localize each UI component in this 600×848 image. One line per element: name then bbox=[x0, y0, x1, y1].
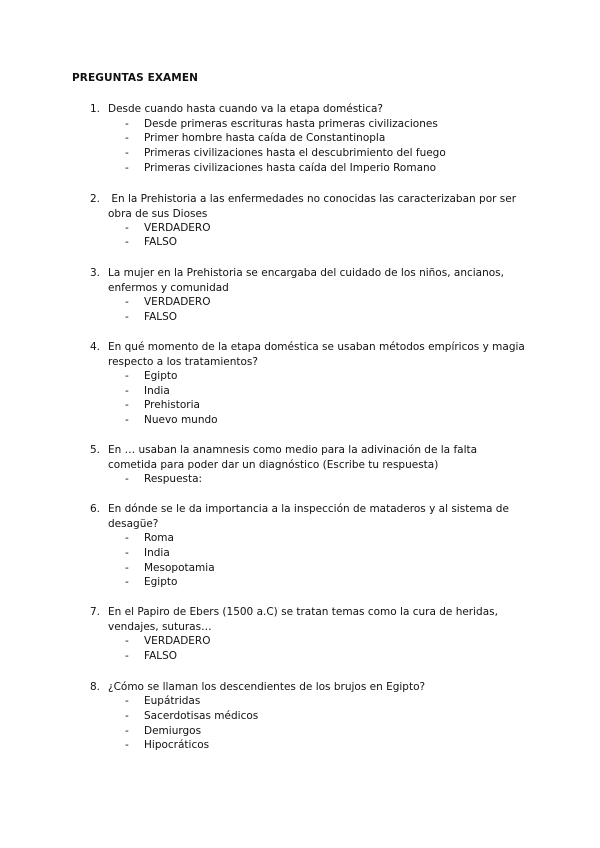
question-text: En el Papiro de Ebers (1500 a.C) se tratan temas como la cura de heridas, vendajes, suturas… bbox=[108, 606, 502, 633]
dash-bullet: - bbox=[125, 147, 129, 159]
dash-bullet: - bbox=[125, 370, 129, 382]
dash-bullet: - bbox=[125, 385, 129, 397]
question-number: 4. bbox=[90, 341, 101, 353]
option-item bbox=[125, 221, 210, 236]
question-number: 5. bbox=[90, 444, 101, 456]
dash-bullet: - bbox=[125, 132, 129, 144]
dash-bullet: - bbox=[125, 311, 129, 323]
option-label: India bbox=[144, 385, 170, 397]
option-item bbox=[125, 546, 170, 561]
option-label: Primeras civilizaciones hasta caída del Imperio Romano bbox=[144, 162, 437, 174]
option-item bbox=[125, 738, 209, 753]
question-text: En la Prehistoria a las enfermedades no conocidas las caracterizaban por ser obra de sus Dioses bbox=[108, 193, 520, 220]
dash-bullet: - bbox=[125, 576, 129, 588]
option-label: FALSO bbox=[144, 311, 178, 323]
option-item bbox=[125, 649, 177, 664]
option-item bbox=[125, 694, 200, 709]
option-item bbox=[125, 161, 436, 176]
option-item bbox=[125, 384, 170, 399]
question-number: 7. bbox=[90, 606, 101, 618]
option-item bbox=[125, 295, 210, 310]
dash-bullet: - bbox=[125, 162, 129, 174]
option-item bbox=[125, 709, 258, 724]
option-label: Roma bbox=[144, 532, 174, 544]
question-text: ¿Cómo se llaman los descendientes de los brujos en Egipto? bbox=[108, 681, 426, 693]
option-label: VERDADERO bbox=[144, 635, 211, 647]
dash-bullet: - bbox=[125, 710, 129, 722]
dash-bullet: - bbox=[125, 725, 129, 737]
option-label: Eupátridas bbox=[144, 695, 201, 707]
option-item bbox=[125, 575, 177, 590]
document-title: PREGUNTAS EXAMEN bbox=[72, 72, 198, 84]
dash-bullet: - bbox=[125, 562, 129, 574]
dash-bullet: - bbox=[125, 473, 129, 485]
dash-bullet: - bbox=[125, 118, 129, 130]
option-label: India bbox=[144, 547, 170, 559]
question-text: En dónde se le da importancia a la inspección de mataderos y al sistema de desagüe? bbox=[108, 503, 513, 530]
dash-bullet: - bbox=[125, 532, 129, 544]
option-label: Primeras civilizaciones hasta el descubrimiento del fuego bbox=[144, 147, 446, 159]
dash-bullet: - bbox=[125, 650, 129, 662]
question-text: En qué momento de la etapa doméstica se usaban métodos empíricos y magia respecto a los tratamientos? bbox=[108, 341, 529, 368]
answer-label: Respuesta: bbox=[144, 473, 203, 485]
option-label: Desde primeras escrituras hasta primeras civilizaciones bbox=[144, 118, 438, 130]
question-number: 1. bbox=[90, 103, 101, 115]
question-text: En … usaban la anamnesis como medio para la adivinación de la falta cometida para poder dar un diagnóstico (Escribe tu respuesta) bbox=[108, 444, 481, 471]
option-item bbox=[125, 131, 385, 146]
option-item bbox=[125, 531, 174, 546]
option-item bbox=[125, 398, 200, 413]
option-item bbox=[125, 235, 177, 250]
option-item bbox=[125, 146, 446, 161]
option-label: FALSO bbox=[144, 650, 178, 662]
dash-bullet: - bbox=[125, 414, 129, 426]
option-item bbox=[125, 561, 215, 576]
option-label: Egipto bbox=[144, 370, 178, 382]
option-label: Sacerdotisas médicos bbox=[144, 710, 259, 722]
option-label: FALSO bbox=[144, 236, 178, 248]
option-label: Prehistoria bbox=[144, 399, 200, 411]
option-label: Mesopotamia bbox=[144, 562, 215, 574]
question-number: 8. bbox=[90, 681, 101, 693]
option-label: Nuevo mundo bbox=[144, 414, 218, 426]
question-number: 6. bbox=[90, 503, 101, 515]
option-label: VERDADERO bbox=[144, 222, 211, 234]
option-item bbox=[125, 724, 201, 739]
dash-bullet: - bbox=[125, 236, 129, 248]
option-item bbox=[125, 413, 218, 428]
question-number: 2. bbox=[90, 193, 101, 205]
option-label: Demiurgos bbox=[144, 725, 202, 737]
dash-bullet: - bbox=[125, 635, 129, 647]
question-text: Desde cuando hasta cuando va la etapa doméstica? bbox=[108, 103, 383, 115]
dash-bullet: - bbox=[125, 739, 129, 751]
dash-bullet: - bbox=[125, 222, 129, 234]
question-text: La mujer en la Prehistoria se encargaba del cuidado de los niños, ancianos, enfermos y comunidad bbox=[108, 267, 508, 294]
option-item bbox=[125, 472, 202, 487]
dash-bullet: - bbox=[125, 695, 129, 707]
question-number: 3. bbox=[90, 267, 101, 279]
option-label: VERDADERO bbox=[144, 296, 211, 308]
option-label: Egipto bbox=[144, 576, 178, 588]
dash-bullet: - bbox=[125, 547, 129, 559]
option-item bbox=[125, 310, 177, 325]
option-item bbox=[125, 634, 210, 649]
dash-bullet: - bbox=[125, 399, 129, 411]
option-item bbox=[125, 117, 438, 132]
option-label: Hipocráticos bbox=[144, 739, 210, 751]
option-item bbox=[125, 369, 177, 384]
option-label: Primer hombre hasta caída de Constantinopla bbox=[144, 132, 386, 144]
dash-bullet: - bbox=[125, 296, 129, 308]
